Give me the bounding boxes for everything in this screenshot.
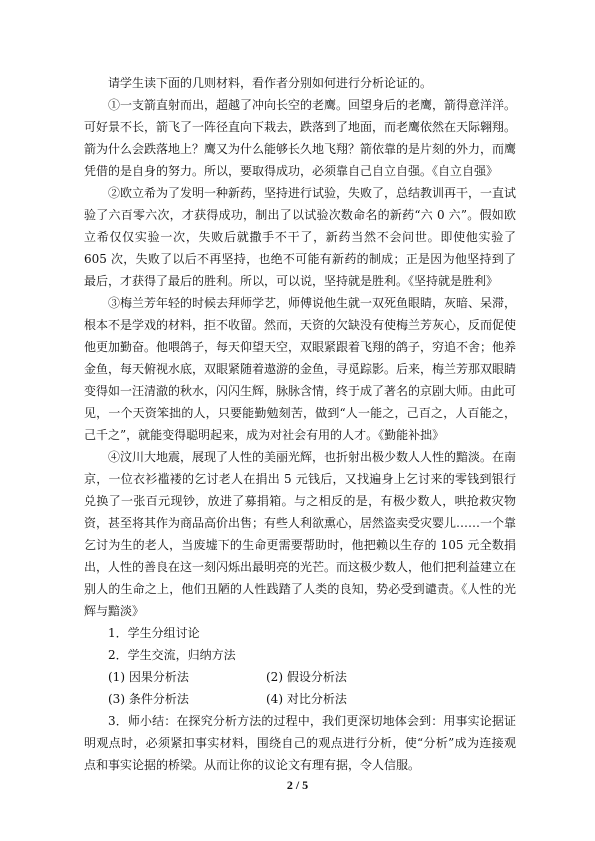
step-2: 2．学生交流，归纳方法 [108, 648, 236, 662]
method-hypothesis: (2) 假设分析法 [266, 670, 347, 684]
method-causal: (1) 因果分析法 [108, 670, 189, 684]
page-body [84, 72, 516, 776]
material-3: ③梅兰芳年轻的时候去拜师学艺，师傅说他生就一双死鱼眼睛，灰暗、呆滞，根本不是学戏的材料，拒不收留。然而，天资的欠缺没有使梅兰芳灰心，反而促使他更加勤奋。他喂鸽子，每天仰望天空，双眼紧跟着飞翔的鸽子，穷追不舍；他养金鱼，每天俯视水底，双眼紧随着遨游的金鱼，寻觅踪影。后来，梅兰芳那双眼睛变得如一汪清澈的秋水，闪闪生辉，脉脉含情，终于成了著名的京剧大师。由此可见，一个天资笨拙的人，只要能勤勉刻苦，做到“人一能之，己百之，人百能之，己千之”，就能变得聪明起来，成为对社会有用的人才。《勤能补拙》 [84, 296, 517, 442]
methods-row-1 [84, 666, 516, 688]
intro-paragraph: 请学生读下面的几则材料，看作者分别如何进行分析论证的。 [108, 76, 433, 90]
material-4: ④汶川大地震，展现了人性的美丽光辉，也折射出极少数人人性的黯淡。在南京，一位衣衫褴褛的乞讨老人在捐出 5 元钱后，又找遍身上乞讨来的零钱到银行兑换了一张百元现钞，放进了募捐箱。与之相反的是，有极少数人，哄抢救灾物资，甚至将其作为商品高价出售；有些人利欲熏心，居然盗卖受灾婴儿……一个靠乞讨为生的老人，当废墟下的生命更需要帮助时，他把赖以生存的 105 元全数捐出，人性的善良在这一刻闪烁出最明亮的光芒。而这极少数人，他们把利益建立在别人的生命之上，他们丑陋的人性践踏了人类的良知，势必受到谴责。《人性的光辉与黯淡》 [84, 450, 517, 618]
material-2: ②欧立希为了发明一种新药，坚持进行试验，失败了，总结教训再干，一直试验了六百零六次，才获得成功，制出了以试验次数命名的新药“六 0 六”。假如欧立希仅仅实验一次，失败后就撒手不干了，新药当然不会问世。即使他实验了 605 次，失败了以后不再坚持，也绝不可能有新药的制成；正是因为他坚持到了最后，才获得了最后的胜利。所以，可以说，坚持就是胜利。《坚持就是胜利》 [84, 186, 517, 288]
material-1: ①一支箭直射而出，超越了冲向长空的老鹰。回望身后的老鹰，箭得意洋洋。可好景不长，箭飞了一阵径直向下栽去，跌落到了地面，而老鹰依然在天际翱翔。箭为什么会跌落地上？鹰又为什么能够长久地飞翔？箭依靠的是片刻的外力，而鹰凭借的是自身的努力。所以，要取得成功，必须靠自己自立自强。《自立自强》 [84, 98, 517, 178]
step-1: 1．学生分组讨论 [108, 626, 200, 640]
method-contrast: (4) 对比分析法 [266, 692, 347, 706]
method-condition: (3) 条件分析法 [108, 692, 189, 706]
step-3-summary: 3．师小结：在探究分析方法的过程中，我们更深切地体会到：用事实论据证明观点时，必须紧扣事实材料，围绕自己的观点进行分析，使“分析”成为连接观点和事实论据的桥梁。从而让你的议论文有理有据，令人信服。 [84, 714, 516, 772]
methods-row-2 [84, 688, 516, 710]
page-number: 2 / 5 [286, 778, 309, 792]
